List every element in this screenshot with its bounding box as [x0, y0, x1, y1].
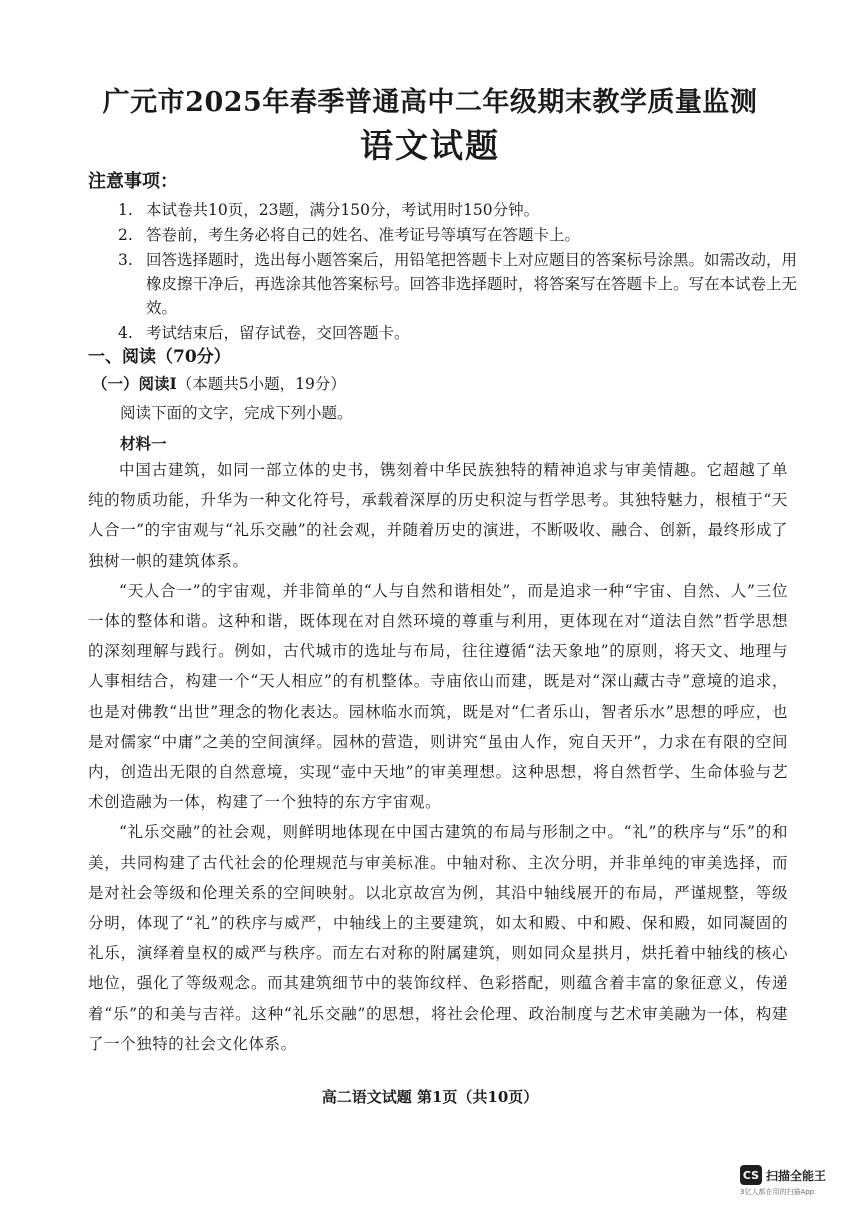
passage-paragraph: 中国古建筑，如同一部立体的史书，镌刻着中华民族独特的精神追求与审美情趣。它超越了单纯的物质功能，升华为一种文化符号，承载着深厚的历史积淀与哲学思考。其独特魅力，根植于“天人合一”的宇宙观与“礼乐交融”的社会观，并随着历史的演进，不断吸收、融合、创新，最终形成了独树一帜的建筑体系。: [88, 461, 788, 570]
passage: [88, 455, 788, 1059]
notice-list: [118, 198, 808, 346]
notice-item: [118, 223, 808, 247]
passage-paragraph: “天人合一”的宇宙观，并非简单的“人与自然和谐相处”，而是追求一种“宇宙、自然、人”三位一体的整体和谐。这种和谐，既体现在对自然环境的尊重与利用，更体现在对“道法自然”哲学思想的深刻理解与践行。例如，古代城市的选址与布局，往往遵循“法天象地”的原则，将天文、地理与人事相结合，构建一个“天人相应”的有机整体。寺庙依山而建，既是对“深山藏古寺”意境的追求，也是对佛教“出世”理念的物化表达。园林临水而筑，既是对“仁者乐山，智者乐水”思想的呼应，也是对儒家“中庸”之美的空间演绎。园林的营造，则讲究“虽由人作，宛自天开”，力求在有限的空间内，创造出无限的自然意境，实现“壶中天地”的审美理想。这种思想，将自然哲学、生命体验与艺术创造融为一体，构建了一个独特的东方宇宙观。: [88, 581, 788, 812]
notice-number: 4.: [118, 324, 133, 342]
notice-heading: 注意事项：: [88, 171, 178, 192]
passage-paragraph: “礼乐交融”的社会观，则鲜明地体现在中国古建筑的布局与形制之中。“礼”的秩序与“乐”的和美，共同构建了古代社会的伦理规范与审美标准。中轴对称、主次分明，并非单纯的审美选择，而是对社会等级和伦理关系的空间映射。以北京故宫为例，其沿中轴线展开的布局，严谨规整，等级分明，体现了“礼”的秩序与威严，中轴线上的主要建筑，如太和殿、中和殿、保和殿，如同凝固的礼乐，演绎着皇权的威严与秩序。而左右对称的附属建筑，则如同众星拱月，烘托着中轴线的核心地位，强化了等级观念。而其建筑细节中的装饰纹样、色彩搭配，则蕴含着丰富的象征意义，传递着“乐”的和美与吉祥。这种“礼乐交融”的思想，将社会伦理、政治制度与艺术审美融为一体，构建了一个独特的社会文化体系。: [88, 823, 788, 1053]
notice-number: 2.: [118, 226, 133, 244]
subsection-note: （本题共5小题，19分）: [176, 375, 346, 393]
part-heading: 一、阅读（70分）: [88, 347, 231, 367]
watermark-name: 扫描全能王: [766, 1168, 827, 1183]
notice-item: [118, 248, 808, 320]
watermark-tagline: 3亿人都在用的扫描App: [740, 1188, 815, 1196]
scanner-watermark: [740, 1165, 855, 1197]
subsection-label: （一）阅读Ⅰ: [92, 374, 177, 393]
notice-number: 1.: [118, 201, 133, 219]
subsection-heading: [92, 372, 346, 394]
notice-item: [118, 198, 808, 222]
material-label: 材料一: [120, 434, 167, 453]
exam-title: 广元市2025年春季普通高中二年级期末教学质量监测: [102, 87, 758, 118]
notice-text: 考试结束后，留存试卷，交回答题卡。: [146, 324, 410, 342]
page-footer: 高二语文试题 第1页（共10页）: [321, 1088, 539, 1106]
notice-number: 3.: [118, 251, 133, 269]
notice-text: 本试卷共10页，23题，满分150分，考试用时150分钟。: [146, 201, 540, 219]
camscanner-logo-icon: CS: [740, 1165, 762, 1185]
notice-text: 回答选择题时，选出每小题答案后，用铅笔把答题卡上对应题目的答案标号涂黑。如需改动，用橡皮擦干净后，再选涂其他答案标号。回答非选择题时，将答案写在答题卡上。写在本试卷上无效。: [146, 251, 798, 317]
subject-title: 语文试题: [360, 126, 500, 165]
notice-text: 答卷前，考生务必将自己的姓名、准考证号等填写在答题卡上。: [146, 226, 581, 244]
reading-instruction: 阅读下面的文字，完成下列小题。: [120, 404, 353, 422]
